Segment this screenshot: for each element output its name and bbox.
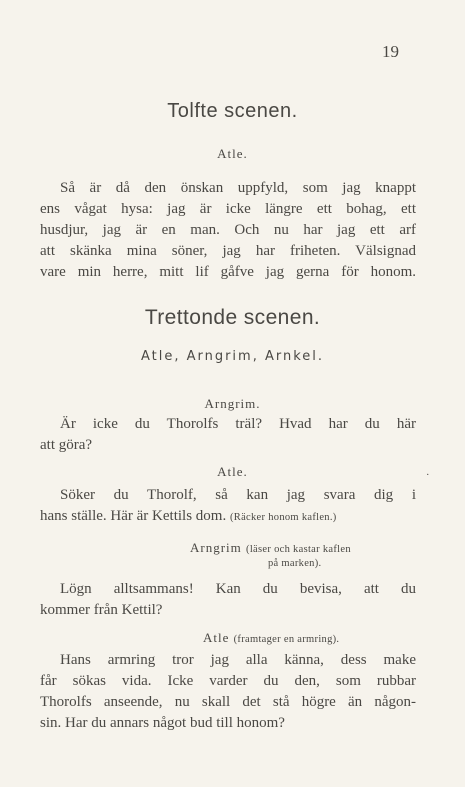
text-line	[40, 508, 416, 525]
text-line: sin. Har du annars något bud till honom?	[40, 715, 285, 731]
stray-mark: .	[426, 467, 429, 478]
page-number: 19	[382, 42, 399, 61]
scene-title-13: Trettonde scenen.	[144, 306, 321, 329]
speaker-atle	[203, 630, 339, 646]
text-line: Hans armring tror jag alla känna, dess make	[60, 652, 416, 668]
stage-direction: (framtager en armring).	[233, 634, 340, 645]
speaker-arngrim: Arngrim.	[204, 396, 261, 411]
speaker-atle: Atle.	[217, 464, 248, 479]
speaker-name: Arngrim	[190, 540, 242, 555]
text-line: ens vågat hysa: jag är icke längre ett bohag, ett	[40, 201, 416, 217]
text-line: vare min herre, mitt lif gåfve jag gerna för honom.	[40, 264, 416, 280]
speech-text: hans ställe. Här är Kettils dom.	[40, 508, 227, 524]
text-line: kommer från Kettil?	[40, 602, 163, 618]
stage-direction: på marken).	[268, 558, 322, 569]
text-line: att göra?	[40, 437, 93, 453]
speaker-atle: Atle.	[217, 146, 248, 161]
text-line: att skänka mina söner, jag har friheten. Välsignad	[40, 243, 416, 259]
scene-title-12: Tolfte scenen.	[167, 100, 298, 122]
text-line: husdjur, jag är en man. Och nu har jag ett arf	[40, 222, 416, 238]
stage-direction: (läser och kastar kaflen	[246, 544, 351, 555]
text-line: Lögn alltsammans! Kan du bevisa, att du	[60, 581, 416, 597]
speaker-arngrim	[190, 540, 351, 556]
text-line: Thorolfs anseende, nu skall det stå högre än någon-	[40, 694, 416, 710]
cast-list: Atle, Arngrim, Arnkel.	[140, 349, 325, 364]
text-line: Är icke du Thorolfs träl? Hvad har du här	[60, 416, 416, 432]
text-line: Söker du Thorolf, så kan jag svara dig i	[60, 487, 416, 503]
text-line: Så är då den önskan uppfyld, som jag knappt	[60, 180, 416, 196]
speaker-name: Atle	[203, 630, 230, 645]
stage-direction: (Räcker honom kaflen.)	[229, 512, 337, 523]
text-line: får sökas vida. Icke varder du den, som rubbar	[40, 673, 416, 689]
